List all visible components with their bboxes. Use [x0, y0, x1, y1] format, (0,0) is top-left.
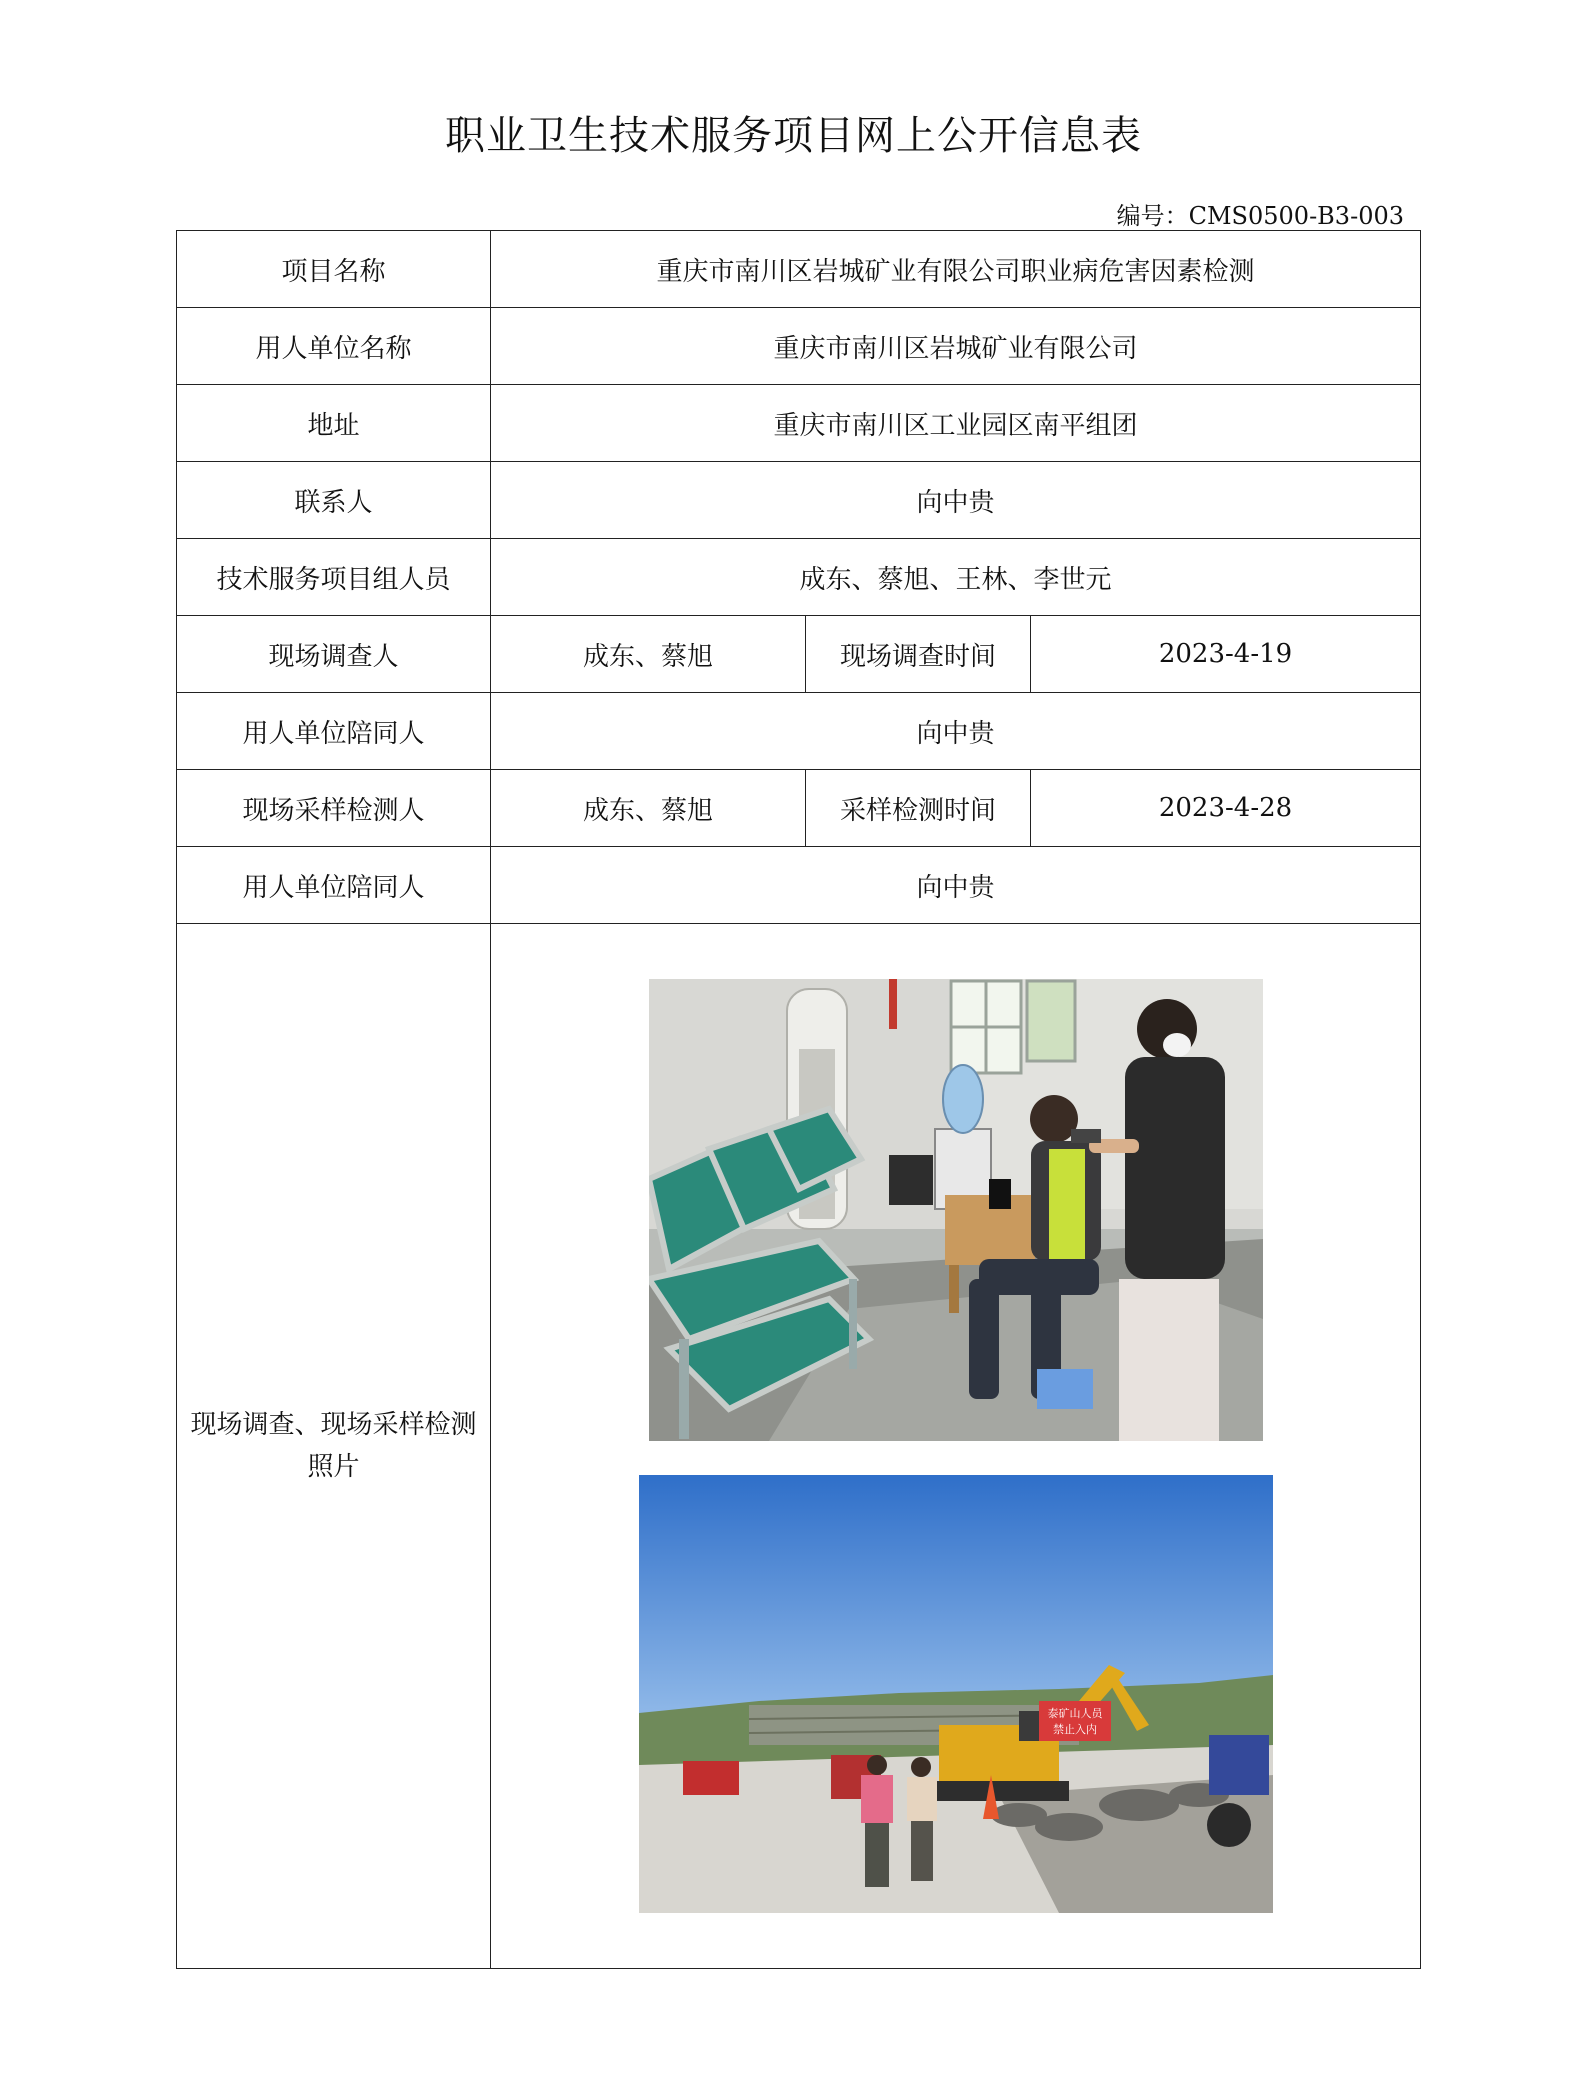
value-survey-time: 2023-4-19	[1031, 616, 1421, 693]
label-address: 地址	[177, 385, 491, 462]
table-row	[177, 616, 1421, 693]
table-row	[177, 308, 1421, 385]
label-sampling-time: 采样检测时间	[806, 770, 1031, 847]
label-survey-escort: 用人单位陪同人	[177, 693, 491, 770]
label-employer: 用人单位名称	[177, 308, 491, 385]
value-address: 重庆市南川区工业园区南平组团	[491, 385, 1421, 462]
table-row-photos	[177, 924, 1421, 1969]
value-team: 成东、蔡旭、王林、李世元	[491, 539, 1421, 616]
label-contact: 联系人	[177, 462, 491, 539]
sign-line-2: 禁止入内	[1052, 1723, 1097, 1736]
label-team: 技术服务项目组人员	[177, 539, 491, 616]
page-title: 职业卫生技术服务项目网上公开信息表	[445, 113, 1142, 159]
table-row	[177, 462, 1421, 539]
photos-cell	[491, 924, 1421, 1969]
table-row	[177, 770, 1421, 847]
value-sampling: 成东、蔡旭	[491, 770, 806, 847]
value-employer: 重庆市南川区岩城矿业有限公司	[491, 308, 1421, 385]
table-row	[177, 539, 1421, 616]
sampling-photo	[639, 1475, 1273, 1913]
document-number: 编号：CMS0500-B3-003	[1116, 202, 1404, 230]
value-survey: 成东、蔡旭	[491, 616, 806, 693]
table-row	[177, 847, 1421, 924]
table-row	[177, 385, 1421, 462]
value-contact: 向中贵	[491, 462, 1421, 539]
label-sampling-escort: 用人单位陪同人	[177, 847, 491, 924]
table-row	[177, 693, 1421, 770]
value-survey-escort: 向中贵	[491, 693, 1421, 770]
sign-line-1: 泰矿山人员	[1047, 1707, 1103, 1720]
table-row	[177, 231, 1421, 308]
label-survey: 现场调查人	[177, 616, 491, 693]
survey-photo	[649, 979, 1263, 1441]
label-photos: 现场调查、现场采样检测照片	[177, 924, 491, 1969]
info-table	[176, 230, 1421, 1969]
label-project-name: 项目名称	[177, 231, 491, 308]
value-sampling-time: 2023-4-28	[1031, 770, 1421, 847]
label-survey-time: 现场调查时间	[806, 616, 1031, 693]
value-sampling-escort: 向中贵	[491, 847, 1421, 924]
label-sampling: 现场采样检测人	[177, 770, 491, 847]
value-project-name: 重庆市南川区岩城矿业有限公司职业病危害因素检测	[491, 231, 1421, 308]
